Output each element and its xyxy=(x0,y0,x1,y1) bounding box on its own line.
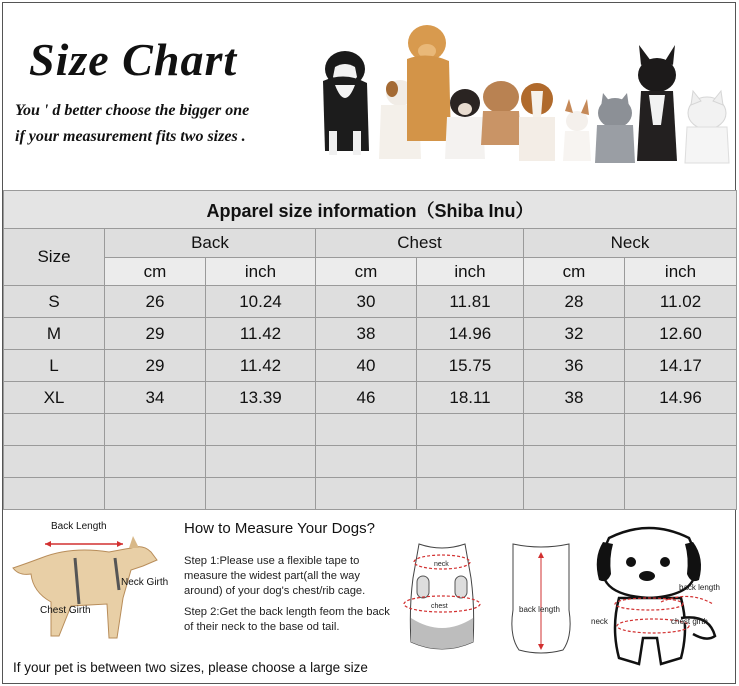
table-cell: 10.24 xyxy=(206,286,316,318)
table-cell: 15.75 xyxy=(417,350,524,382)
group-header-chest: Chest xyxy=(316,229,524,258)
table-cell: S xyxy=(4,286,105,318)
grey-cat-figure xyxy=(595,93,635,163)
unit-header: inch xyxy=(417,258,524,286)
table-cell: XL xyxy=(4,382,105,414)
group-header-back: Back xyxy=(105,229,316,258)
table-cell: 11.42 xyxy=(206,350,316,382)
table-cell: 29 xyxy=(105,318,206,350)
table-cell: 29 xyxy=(105,350,206,382)
garment-neck-label: neck xyxy=(434,561,449,568)
unit-header: cm xyxy=(524,258,625,286)
table-cell: 32 xyxy=(524,318,625,350)
unit-header: inch xyxy=(625,258,737,286)
white-cat-figure xyxy=(685,91,729,163)
garment-back-length-label: back length xyxy=(519,605,560,614)
header xyxy=(3,3,735,191)
table-cell: 11.42 xyxy=(206,318,316,350)
table-cell: 14.17 xyxy=(625,350,737,382)
table-cell: 28 xyxy=(524,286,625,318)
puppy-neck-label: neck xyxy=(591,617,608,626)
border-collie-figure xyxy=(323,51,369,155)
size-header: Size xyxy=(4,229,105,286)
table-cell: 38 xyxy=(316,318,417,350)
unit-header: cm xyxy=(105,258,206,286)
table-cell: 30 xyxy=(316,286,417,318)
table-row xyxy=(4,350,737,382)
table-row xyxy=(4,382,737,414)
table-cell: 11.02 xyxy=(625,286,737,318)
chihuahua-figure xyxy=(563,99,591,161)
garment-chest-label: chest xyxy=(431,603,448,610)
french-bulldog-figure xyxy=(637,45,677,161)
table-cell: 36 xyxy=(524,350,625,382)
size-chart-page xyxy=(2,2,736,684)
table-info-title: Apparel size information（Shiba Inu） xyxy=(4,191,737,229)
table-cell: L xyxy=(4,350,105,382)
beagle-figure xyxy=(519,83,555,161)
table-cell: 13.39 xyxy=(206,382,316,414)
footer-note: If your pet is between two sizes, please choose a large size xyxy=(13,660,368,675)
page-title: Size Chart xyxy=(29,34,238,85)
table-row xyxy=(4,318,737,350)
measure-title: How to Measure Your Dogs? xyxy=(184,520,375,537)
puppy-chest-girth-label: chest girth xyxy=(671,617,708,626)
neck-girth-label: Neck Girth xyxy=(121,577,169,588)
table-cell: 26 xyxy=(105,286,206,318)
step-1-text: Step 1:Please use a flexible tape to measure the widest part(all the way around) of your dog's chest/rib cage. xyxy=(184,555,366,597)
pets-group-illustration xyxy=(315,21,735,167)
table-cell: 14.96 xyxy=(625,382,737,414)
back-length-label: Back Length xyxy=(51,521,107,532)
shih-tzu-figure xyxy=(481,81,521,145)
garment-back-illustration xyxy=(503,540,579,658)
table-cell: 34 xyxy=(105,382,206,414)
subtitle-line-1: You ' d better choose the bigger one xyxy=(15,102,250,119)
unit-header: inch xyxy=(206,258,316,286)
measure-section xyxy=(3,508,735,683)
terrier-figure xyxy=(445,89,485,159)
empty-row xyxy=(4,478,737,510)
table-cell: 38 xyxy=(524,382,625,414)
group-header-neck: Neck xyxy=(524,229,737,258)
garment-front-illustration xyxy=(401,538,483,656)
unit-header: cm xyxy=(316,258,417,286)
table-cell: 18.11 xyxy=(417,382,524,414)
table-cell: 14.96 xyxy=(417,318,524,350)
step-2-text: Step 2:Get the back length feom the back of their neck to the base od tail. xyxy=(184,606,390,633)
empty-row xyxy=(4,446,737,478)
subtitle-line-2: if your measurement fits two sizes . xyxy=(15,128,246,145)
puppy-cartoon-illustration xyxy=(589,518,729,678)
table-cell: 40 xyxy=(316,350,417,382)
puppy-back-length-label: back length xyxy=(679,583,720,592)
size-table-section xyxy=(3,190,735,510)
chest-girth-label: Chest Girth xyxy=(40,605,91,616)
table-cell: 12.60 xyxy=(625,318,737,350)
size-table xyxy=(3,190,737,510)
table-cell: 46 xyxy=(316,382,417,414)
empty-row xyxy=(4,414,737,446)
table-cell: M xyxy=(4,318,105,350)
table-cell: 11.81 xyxy=(417,286,524,318)
golden-retriever-figure xyxy=(407,25,451,141)
table-row xyxy=(4,286,737,318)
